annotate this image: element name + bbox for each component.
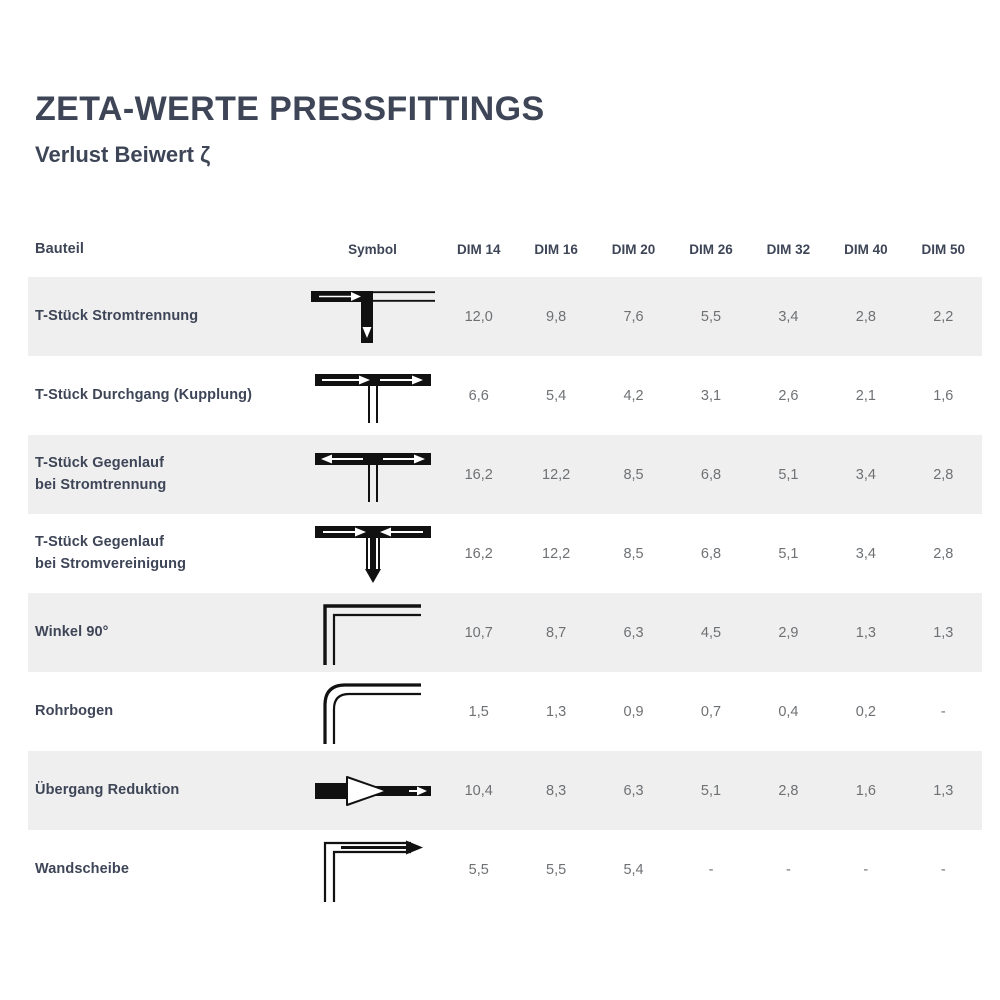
zeta-value: 1,3 — [855, 624, 876, 641]
zeta-value: 6,3 — [623, 782, 644, 799]
component-label-line1: Rohrbogen — [35, 702, 114, 719]
zeta-value: 1,6 — [855, 782, 876, 799]
zeta-value: 7,6 — [623, 308, 644, 325]
tee-counterflow-merge-icon — [305, 522, 440, 586]
zeta-value: 5,1 — [778, 466, 799, 483]
column-header-symbol: Symbol — [348, 242, 397, 257]
component-label-line1: Wandscheibe — [35, 860, 130, 877]
component-label-line1: T-Stück Durchgang (Kupplung) — [35, 386, 253, 403]
column-header-dim20: DIM 20 — [611, 242, 656, 257]
page-title: ZETA-WERTE PRESSFITTINGS — [35, 90, 545, 128]
zeta-value: 9,8 — [546, 308, 567, 325]
component-label-line1: T-Stück Gegenlauf — [35, 455, 164, 472]
zeta-value: - — [708, 861, 714, 878]
zeta-value: - — [863, 861, 869, 878]
table-row — [28, 435, 982, 514]
zeta-value: 6,6 — [468, 387, 489, 404]
zeta-value: 5,5 — [468, 861, 489, 878]
zeta-value: - — [940, 703, 946, 720]
zeta-value: 5,5 — [546, 861, 567, 878]
table-row — [28, 277, 982, 356]
tee-counterflow-split-icon — [305, 445, 440, 505]
zeta-value: 8,5 — [623, 545, 644, 562]
zeta-value: 10,7 — [464, 624, 493, 641]
component-label — [28, 859, 305, 880]
zeta-value: 2,8 — [855, 308, 876, 325]
table-row — [28, 514, 982, 593]
reducer-icon — [305, 774, 440, 808]
table-header-row — [28, 222, 982, 277]
component-label — [28, 385, 305, 406]
zeta-value: 0,2 — [855, 703, 876, 720]
component-label-line1: T-Stück Stromtrennung — [35, 307, 199, 324]
zeta-table — [28, 222, 982, 909]
zeta-value: 2,6 — [778, 387, 799, 404]
zeta-value: 2,8 — [933, 466, 954, 483]
component-label-line1: Winkel 90° — [35, 623, 109, 640]
column-header-bauteil: Bauteil — [35, 240, 85, 257]
component-label-line2: bei Stromvereinigung — [35, 555, 187, 572]
zeta-value: 8,7 — [546, 624, 567, 641]
zeta-value: 5,1 — [778, 545, 799, 562]
zeta-value: 8,3 — [546, 782, 567, 799]
zeta-value: 2,8 — [933, 545, 954, 562]
zeta-value: 5,4 — [623, 861, 644, 878]
component-label — [28, 780, 305, 801]
zeta-value: 6,3 — [623, 624, 644, 641]
component-label — [28, 453, 305, 495]
zeta-value: - — [786, 861, 791, 878]
zeta-value: 1,6 — [933, 387, 954, 404]
zeta-value: 0,7 — [700, 703, 722, 720]
zeta-value: 1,3 — [933, 624, 954, 641]
zeta-value: 4,2 — [623, 387, 644, 404]
zeta-value: 1,3 — [546, 703, 567, 720]
component-label-line1: Übergang Reduktion — [35, 781, 180, 798]
zeta-value: 8,5 — [623, 466, 644, 483]
zeta-value: 1,5 — [468, 703, 489, 720]
pipe-bend-icon — [305, 679, 440, 745]
component-label — [28, 306, 305, 327]
component-label-line2: bei Stromtrennung — [35, 476, 167, 493]
column-header-dim32: DIM 32 — [766, 242, 811, 257]
wall-plate-elbow-icon — [305, 837, 440, 903]
zeta-value: 5,1 — [700, 782, 722, 799]
table-body — [28, 277, 982, 909]
component-label — [28, 622, 305, 643]
tee-flow-split-icon — [305, 289, 440, 345]
zeta-value: 12,2 — [542, 466, 571, 483]
column-header-dim14: DIM 14 — [456, 242, 501, 257]
zeta-value: 2,9 — [778, 624, 799, 641]
component-label — [28, 532, 305, 574]
zeta-value: 0,4 — [778, 703, 799, 720]
zeta-value: - — [940, 861, 946, 878]
zeta-value: 3,4 — [855, 466, 876, 483]
page-subtitle: Verlust Beiwert ζ — [35, 142, 211, 167]
zeta-value: 2,8 — [778, 782, 799, 799]
zeta-value: 12,2 — [542, 545, 571, 562]
zeta-value: 2,2 — [933, 308, 954, 325]
table-row — [28, 672, 982, 751]
zeta-value: 1,3 — [933, 782, 954, 799]
zeta-value: 16,2 — [464, 545, 493, 562]
zeta-value: 3,4 — [855, 545, 876, 562]
zeta-value: 3,1 — [700, 387, 722, 404]
table-row — [28, 593, 982, 672]
column-header-dim50: DIM 50 — [921, 242, 966, 257]
component-label — [28, 701, 305, 722]
component-label-line1: T-Stück Gegenlauf — [35, 534, 164, 551]
column-header-dim26: DIM 26 — [689, 242, 733, 257]
zeta-value: 4,5 — [700, 624, 722, 641]
table-row — [28, 830, 982, 909]
zeta-value: 10,4 — [464, 782, 493, 799]
table-row — [28, 751, 982, 830]
zeta-value: 5,4 — [546, 387, 567, 404]
table-row — [28, 356, 982, 435]
zeta-value: 6,8 — [700, 466, 722, 483]
column-header-dim40: DIM 40 — [844, 242, 888, 257]
zeta-value: 0,9 — [623, 703, 644, 720]
elbow-90-icon — [305, 600, 440, 666]
tee-straight-through-icon — [305, 366, 440, 426]
zeta-value: 6,8 — [700, 545, 722, 562]
zeta-value: 5,5 — [700, 308, 722, 325]
column-header-dim16: DIM 16 — [534, 242, 578, 257]
zeta-value: 3,4 — [778, 308, 799, 325]
zeta-value: 16,2 — [464, 466, 493, 483]
zeta-value: 2,1 — [855, 387, 876, 404]
zeta-value: 12,0 — [464, 308, 493, 325]
